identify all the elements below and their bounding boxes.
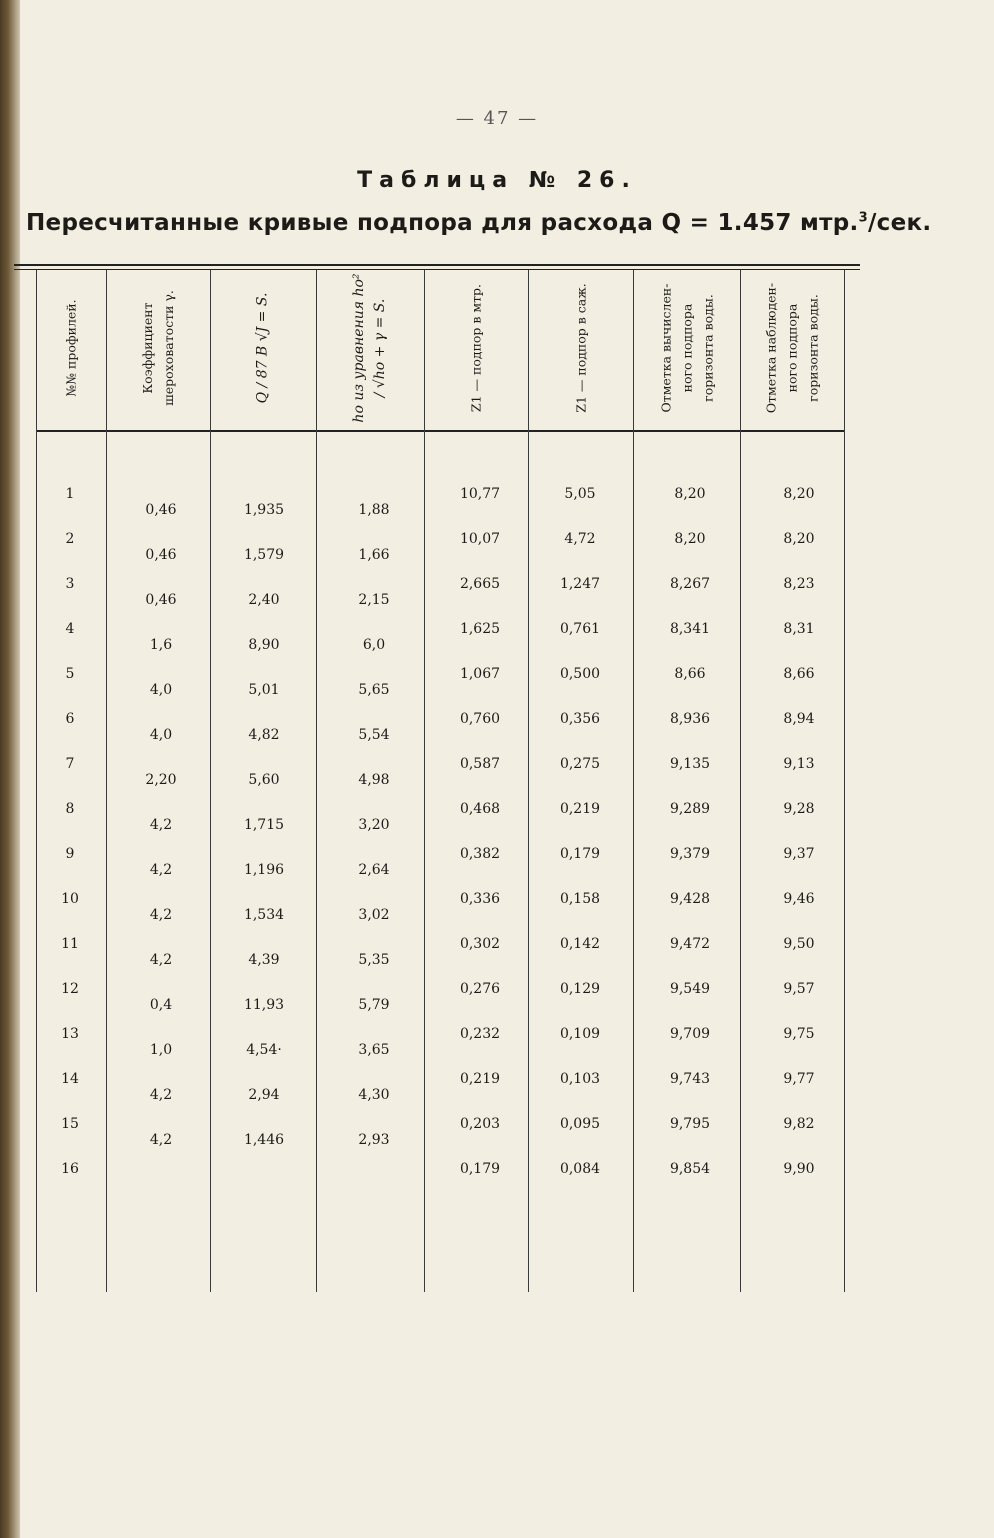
table-cell-h0: 1,66 [358,547,390,563]
title-exponent: 3 [858,210,868,226]
table-cell-calc: 8,341 [669,621,711,637]
table-cell-s: 4,39 [248,952,280,968]
column-header-label: №№ профилей. [63,299,79,397]
table-cell-z_m: 0,276 [459,981,501,997]
table-cell-gamma: 1,6 [149,637,173,653]
table-cell-gamma: 0,4 [149,997,173,1013]
column-header-label: Коэффициент шероховатости γ. [140,290,176,406]
table-cell-z_s: 4,72 [564,531,596,547]
table-cell-z_s: 5,05 [564,486,596,502]
table-cell-z_s: 0,500 [559,666,601,682]
table-cell-obs: 9,37 [783,846,815,862]
table-cell-z_s: 0,084 [559,1161,601,1177]
table-cell-s: 4,54· [246,1042,282,1058]
table-cell-z_s: 0,275 [559,756,601,772]
table-cell-s: 1,446 [243,1132,285,1148]
table-cell-h0: 3,20 [358,817,390,833]
table-cell-z_s: 0,158 [559,891,601,907]
table-cell-obs: 9,28 [783,801,815,817]
table-cell-s: 2,94 [248,1087,280,1103]
table-cell-gamma: 4,2 [149,817,173,833]
table-cell-obs: 9,13 [783,756,815,772]
table-cell-calc: 9,379 [669,846,711,862]
table-cell-calc: 9,289 [669,801,711,817]
column-header [740,268,844,428]
table-cell-obs: 8,20 [783,486,815,502]
table-cell-profile: 6 [65,711,75,727]
table-cell-profile: 9 [65,846,75,862]
table-cell-obs: 9,50 [783,936,815,952]
table-cell-obs: 9,46 [783,891,815,907]
table-cell-profile: 15 [61,1116,79,1132]
table-cell-h0: 3,02 [358,907,390,923]
table-cell-gamma: 0,46 [145,592,177,608]
title-text: Пересчитанные кривые подпора для расхода Q = 1.457 мтр. [26,210,859,236]
table-cell-s: 8,90 [248,637,280,653]
table-cell-calc: 8,936 [669,711,711,727]
table-cell-profile: 10 [61,891,79,907]
table-cell-z_s: 0,761 [559,621,601,637]
table-cell-z_m: 0,760 [459,711,501,727]
table-cell-s: 1,579 [243,547,285,563]
table-cell-profile: 7 [65,756,75,772]
table-cell-calc: 9,743 [669,1071,711,1087]
table-cell-gamma: 0,46 [145,547,177,563]
table-cell-obs: 8,94 [783,711,815,727]
table-cell-h0: 4,30 [358,1087,390,1103]
column-header [633,268,740,428]
table-cell-calc: 8,66 [674,666,706,682]
column-header [106,268,210,428]
table-cell-profile: 1 [65,486,75,502]
table-cell-z_m: 0,468 [459,801,501,817]
table-cell-z_m: 0,382 [459,846,501,862]
table-cell-calc: 9,428 [669,891,711,907]
header-bottom-rule [36,430,844,432]
table-cell-gamma: 4,2 [149,952,173,968]
table-cell-s: 11,93 [243,997,285,1013]
table-cell-z_m: 0,587 [459,756,501,772]
table-cell-obs: 8,66 [783,666,815,682]
table-cell-z_m: 0,302 [459,936,501,952]
table-cell-obs: 9,77 [783,1071,815,1087]
table-cell-h0: 4,98 [358,772,390,788]
table-cell-z_s: 0,103 [559,1071,601,1087]
table-cell-h0: 3,65 [358,1042,390,1058]
table-cell-calc: 9,795 [669,1116,711,1132]
table-cell-profile: 13 [61,1026,79,1042]
table-cell-calc: 8,20 [674,531,706,547]
table-cell-s: 5,01 [248,682,280,698]
table-cell-obs: 9,82 [783,1116,815,1132]
table-cell-h0: 1,88 [358,502,390,518]
table-cell-gamma: 4,2 [149,907,173,923]
table-cell-z_m: 10,77 [459,486,501,502]
table-cell-z_m: 0,336 [459,891,501,907]
table-cell-z_s: 0,219 [559,801,601,817]
page-number: — 47 — [455,108,539,129]
table-cell-z_m: 0,219 [459,1071,501,1087]
table-cell-s: 1,935 [243,502,285,518]
table-cell-z_m: 10,07 [459,531,501,547]
table-cell-s: 2,40 [248,592,280,608]
table-cell-h0: 5,65 [358,682,390,698]
table-cell-profile: 2 [65,531,75,547]
table-cell-profile: 16 [61,1161,79,1177]
table-cell-calc: 9,135 [669,756,711,772]
column-header [424,268,528,428]
table-cell-h0: 2,93 [358,1132,390,1148]
table-cell-profile: 4 [65,621,75,637]
table-cell-gamma: 4,2 [149,862,173,878]
table-cell-h0: 5,79 [358,997,390,1013]
table-cell-profile: 14 [61,1071,79,1087]
table-cell-gamma: 0,46 [145,502,177,518]
table-cell-z_s: 0,142 [559,936,601,952]
table-cell-z_s: 0,129 [559,981,601,997]
table-cell-calc: 9,472 [669,936,711,952]
table-cell-z_m: 2,665 [459,576,501,592]
table-cell-h0: 2,64 [358,862,390,878]
table-cell-calc: 9,709 [669,1026,711,1042]
table-cell-h0: 6,0 [362,637,386,653]
table-cell-gamma: 4,2 [149,1132,173,1148]
table-cell-z_m: 0,232 [459,1026,501,1042]
table-cell-obs: 9,75 [783,1026,815,1042]
table-cell-gamma: 4,0 [149,682,173,698]
table-cell-s: 1,534 [243,907,285,923]
table-cell-s: 1,196 [243,862,285,878]
table-cell-s: 4,82 [248,727,280,743]
table-cell-gamma: 2,20 [145,772,177,788]
table-cell-calc: 9,549 [669,981,711,997]
column-rule [844,270,845,1292]
table-label: Таблица № 26. [357,168,637,193]
table-cell-s: 5,60 [248,772,280,788]
table-cell-profile: 5 [65,666,75,682]
table-cell-z_m: 0,179 [459,1161,501,1177]
table-cell-h0: 5,35 [358,952,390,968]
table-cell-h0: 2,15 [358,592,390,608]
table-cell-z_s: 0,179 [559,846,601,862]
table-top-rule [14,264,860,266]
table-cell-profile: 11 [61,936,79,952]
table-cell-z_m: 0,203 [459,1116,501,1132]
table-cell-gamma: 1,0 [149,1042,173,1058]
table-cell-obs: 8,20 [783,531,815,547]
table-cell-z_s: 0,109 [559,1026,601,1042]
table-cell-gamma: 4,0 [149,727,173,743]
book-spine [0,0,20,1538]
table-cell-h0: 5,54 [358,727,390,743]
table-cell-calc: 8,267 [669,576,711,592]
table-cell-calc: 8,20 [674,486,706,502]
column-header-label: Z1 — подпор в мтр. [468,283,484,413]
table-cell-obs: 8,23 [783,576,815,592]
title-unit: /сек. [867,210,932,236]
table-cell-profile: 12 [61,981,79,997]
column-header-label: ho из уравнения ho² / √ho + γ = S. [351,273,388,423]
table-cell-obs: 9,90 [783,1161,815,1177]
table-cell-profile: 3 [65,576,75,592]
table-cell-profile: 8 [65,801,75,817]
column-header-label: Отметка наблюден-ного подпора горизонта воды. [763,282,821,414]
table-cell-obs: 8,31 [783,621,815,637]
column-header [316,268,424,428]
table-cell-z_s: 0,356 [559,711,601,727]
table-cell-obs: 9,57 [783,981,815,997]
table-cell-z_s: 0,095 [559,1116,601,1132]
table-cell-s: 1,715 [243,817,285,833]
column-header-label: Z1 — подпор в саж. [573,283,588,413]
table-cell-z_m: 1,067 [459,666,501,682]
column-header [210,268,316,428]
column-header [528,268,633,428]
table-cell-gamma: 4,2 [149,1087,173,1103]
table-cell-z_m: 1,625 [459,621,501,637]
table-cell-calc: 9,854 [669,1161,711,1177]
column-header [36,268,106,428]
table-title [26,210,932,236]
column-header-label: Q / 87 B √J = S. [254,292,271,404]
table-cell-z_s: 1,247 [559,576,601,592]
column-header-label: Отметка вычислен-ного подпора горизонта воды. [658,283,715,413]
